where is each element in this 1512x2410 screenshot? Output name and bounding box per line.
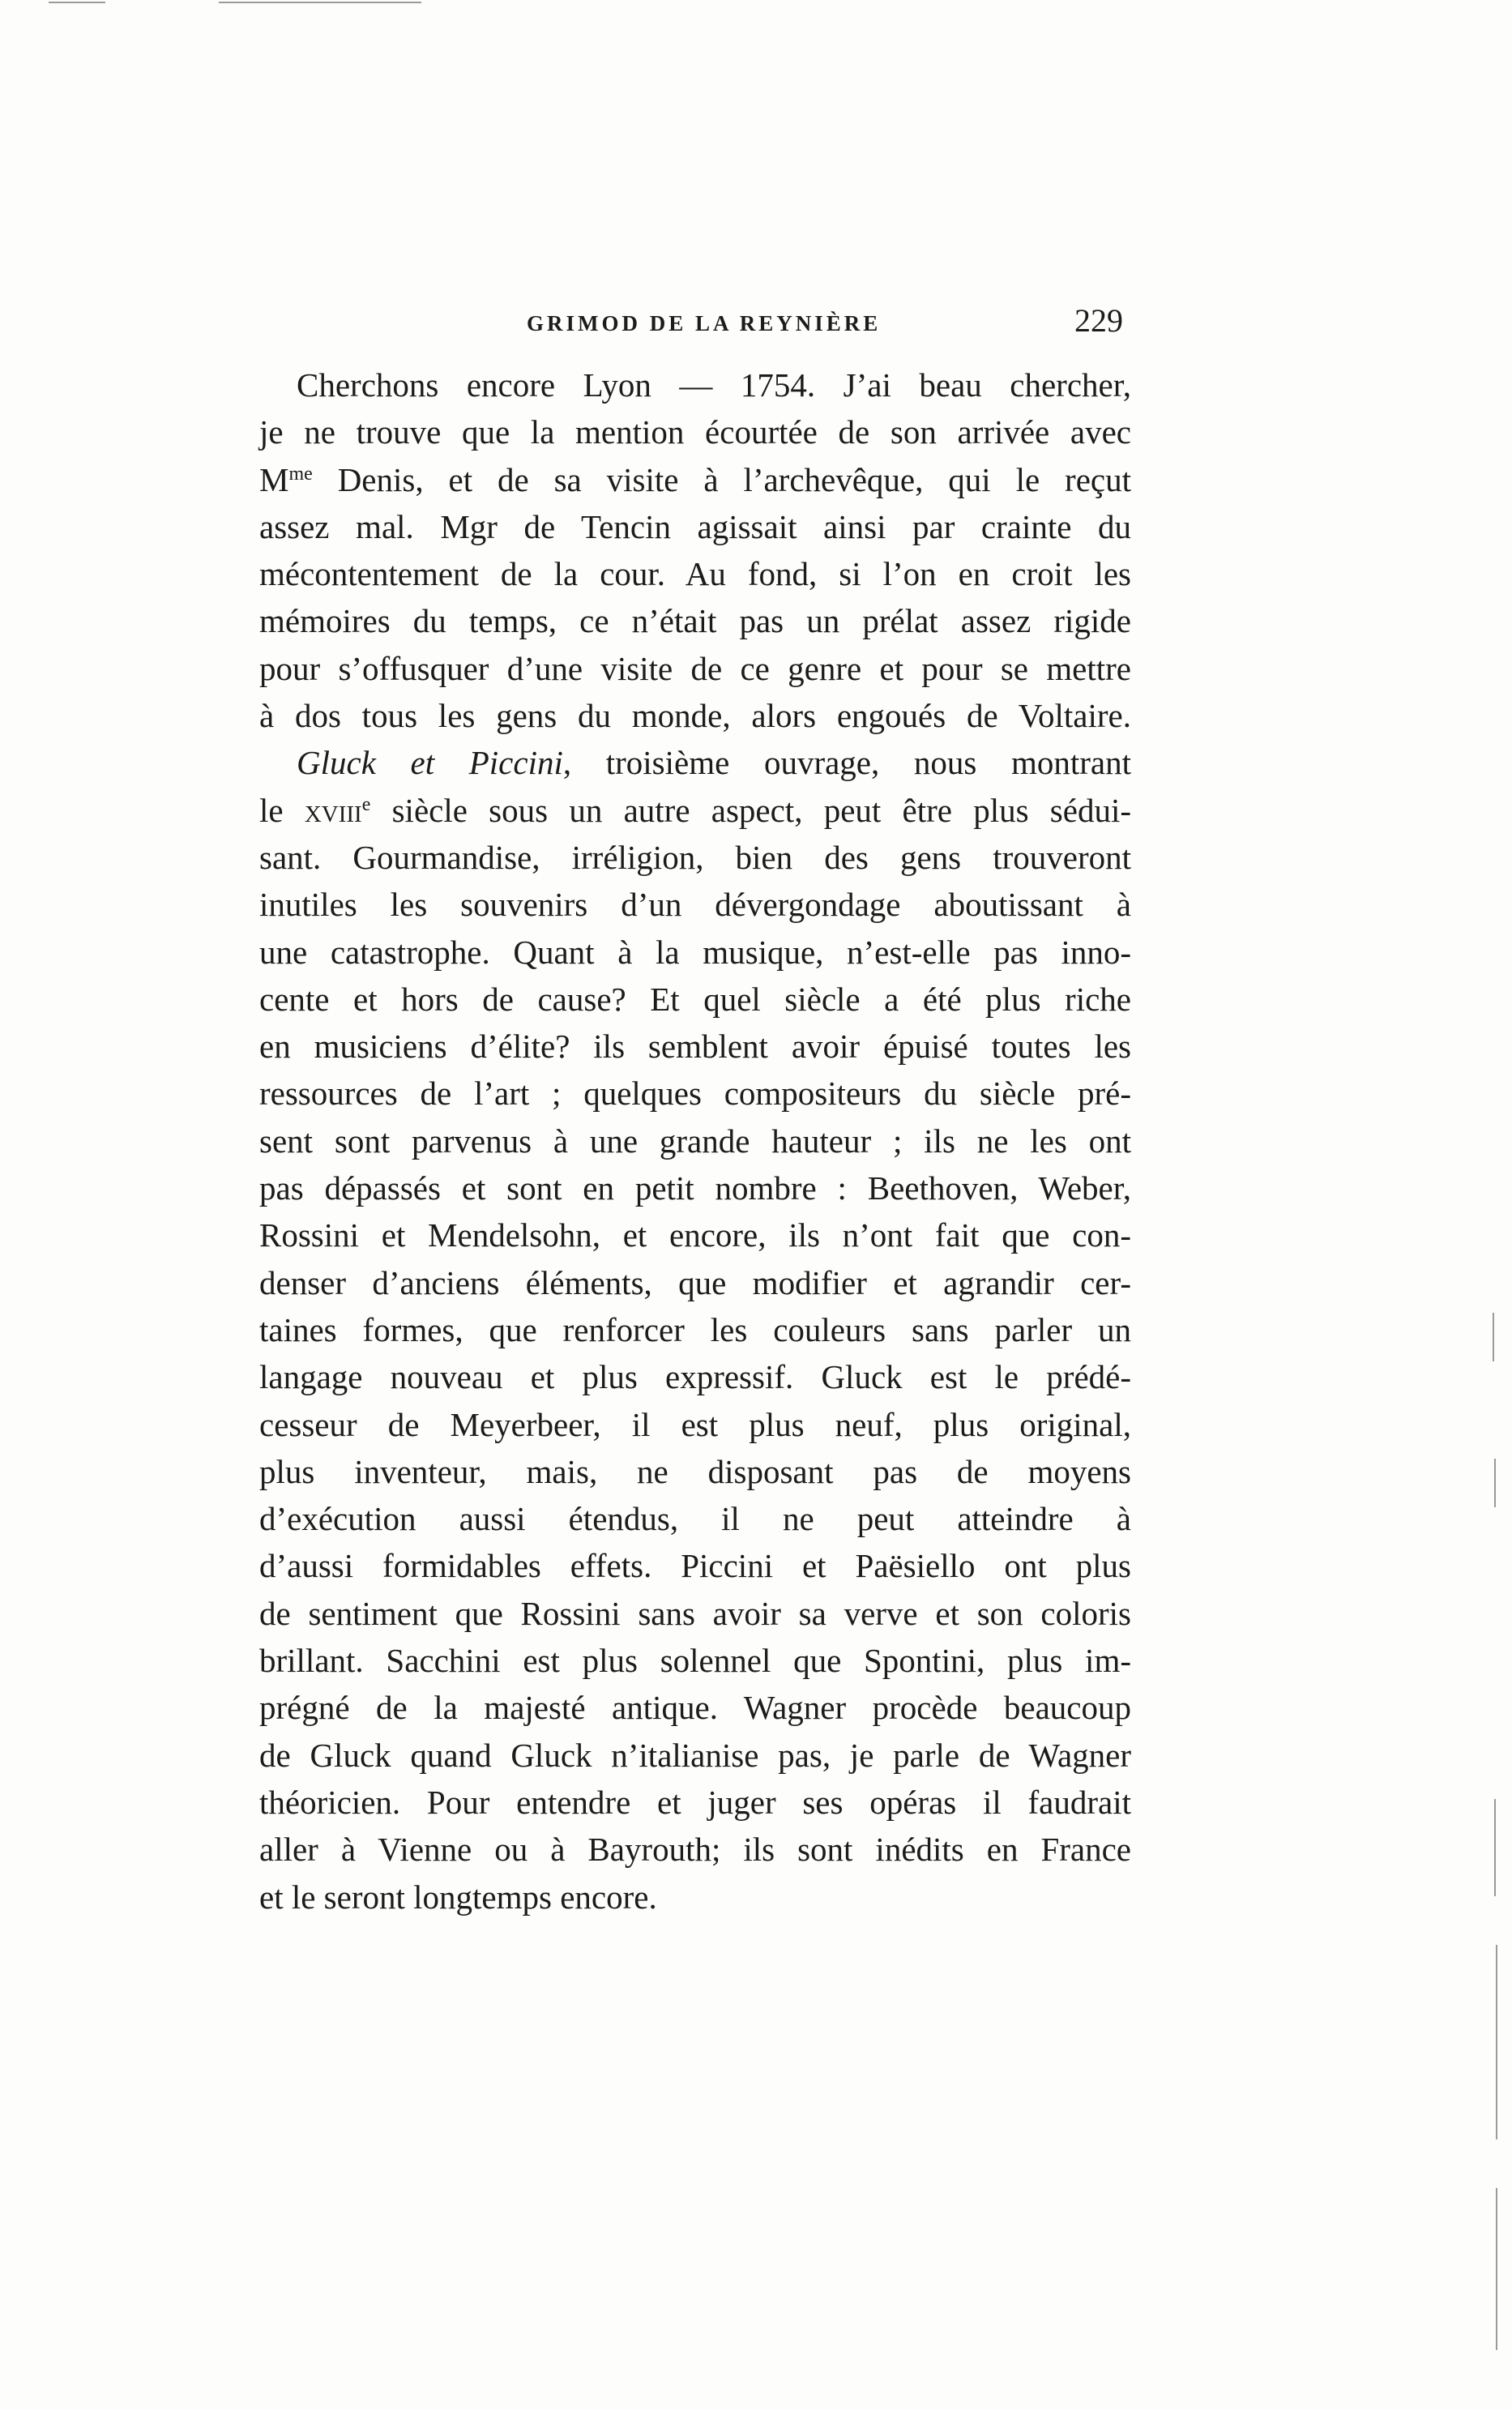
italic-title: Gluck et Piccini <box>297 744 563 782</box>
text-line <box>259 787 1131 834</box>
body-text <box>259 361 1131 1921</box>
scan-edge-mark <box>49 2 105 3</box>
text-segment: prégné de la majesté antique. Wagner procède beaucoup <box>259 1689 1131 1727</box>
text-line <box>259 929 1131 976</box>
text-segment: théoricien. Pour entendre et juger ses opéras il faudrait <box>259 1783 1131 1821</box>
text-line <box>259 1164 1131 1211</box>
text-segment: brillant. Sacchini est plus solennel que Spontini, plus im- <box>259 1642 1131 1680</box>
text-line <box>259 503 1131 550</box>
scan-edge-mark <box>1493 1313 1494 1361</box>
text-segment: assez mal. Mgr de Tencin agissait ainsi par crainte du <box>259 507 1131 545</box>
text-segment: le <box>259 791 305 829</box>
text-line <box>259 1590 1131 1637</box>
text-line <box>259 550 1131 597</box>
text-segment: , troisième ouvrage, nous montrant <box>562 744 1131 782</box>
text-line <box>259 1495 1131 1542</box>
text-segment: cente et hors de cause? Et quel siècle a été plus riche <box>259 980 1131 1018</box>
text-segment: denser d’anciens éléments, que modifier et agrandir cer- <box>259 1263 1131 1301</box>
text-line <box>259 1448 1131 1495</box>
text-line <box>259 1401 1131 1448</box>
running-header-title: GRIMOD DE LA REYNIÈRE <box>527 311 882 335</box>
text-line <box>259 1259 1131 1306</box>
text-segment: de sentiment que Rossini sans avoir sa verve et son coloris <box>259 1594 1131 1632</box>
text-line <box>259 1637 1131 1684</box>
text-line <box>259 361 1131 408</box>
text-segment: plus inventeur, mais, ne disposant pas de moyens <box>259 1452 1131 1490</box>
text-segment: Denis, et de sa visite à l’archevêque, qui le reçut <box>312 460 1131 498</box>
superscript: e <box>361 793 371 815</box>
text-segment: inutiles les souvenirs d’un dévergondage aboutissant à <box>259 886 1131 924</box>
text-segment: taines formes, que renforcer les couleurs sans parler un <box>259 1310 1131 1348</box>
text-line <box>259 1117 1131 1164</box>
scan-edge-mark <box>1496 2188 1497 2350</box>
text-segment: xviii <box>304 791 362 829</box>
text-segment: sent sont parvenus à une grande hauteur ; ils ne les ont <box>259 1122 1131 1160</box>
text-line <box>259 739 1131 786</box>
text-line <box>259 1542 1131 1589</box>
page-number: 229 <box>1074 302 1123 339</box>
text-segment: ressources de l’art ; quelques compositeurs du siècle pré- <box>259 1075 1131 1113</box>
text-segment: d’exécution aussi étendus, il ne peut atteindre à <box>259 1500 1131 1538</box>
text-segment: siècle sous un autre aspect, peut être plus sédui- <box>370 791 1131 829</box>
text-line <box>259 1874 1131 1921</box>
text-line <box>259 456 1131 503</box>
text-line <box>259 1023 1131 1070</box>
text-line <box>259 1306 1131 1353</box>
text-segment: en musiciens d’élite? ils semblent avoir épuisé toutes les <box>259 1028 1131 1066</box>
text-segment: langage nouveau et plus expressif. Gluck est le prédé- <box>259 1358 1131 1396</box>
text-segment: et le seront longtemps encore. <box>259 1878 657 1916</box>
scan-edge-mark <box>1496 1945 1497 2139</box>
text-segment: M <box>259 460 289 498</box>
text-segment: Cherchons encore Lyon — 1754. J’ai beau chercher, <box>297 366 1131 404</box>
text-line <box>259 834 1131 881</box>
superscript: me <box>288 463 313 485</box>
text-line <box>259 1732 1131 1779</box>
text-line <box>259 408 1131 455</box>
text-segment: cesseur de Meyerbeer, il est plus neuf, plus original, <box>259 1405 1131 1443</box>
text-line <box>259 881 1131 928</box>
text-segment: Rossini et Mendelsohn, et encore, ils n’ont fait que con- <box>259 1216 1131 1254</box>
text-segment: sant. Gourmandise, irréligion, bien des gens trouveront <box>259 838 1131 876</box>
scan-edge-mark <box>219 2 421 3</box>
scan-edge-mark <box>1494 1799 1496 1896</box>
text-line <box>259 597 1131 644</box>
text-line <box>259 1353 1131 1400</box>
text-segment: pour s’offusquer d’une visite de ce genre et pour se mettre <box>259 649 1131 687</box>
text-segment: pas dépassés et sont en petit nombre : Beethoven, Weber, <box>259 1169 1131 1207</box>
text-segment: mécontentement de la cour. Au fond, si l’on en croit les <box>259 555 1131 593</box>
text-segment: de Gluck quand Gluck n’italianise pas, je parle de Wagner <box>259 1736 1131 1774</box>
text-segment: aller à Vienne ou à Bayrouth; ils sont inédits en France <box>259 1831 1131 1869</box>
text-segment: une catastrophe. Quant à la musique, n’est-elle pas inno- <box>259 933 1131 971</box>
text-line <box>259 976 1131 1023</box>
text-line <box>259 1684 1131 1731</box>
scan-edge-mark <box>1494 1459 1496 1507</box>
text-segment: d’aussi formidables effets. Piccini et Paësiello ont plus <box>259 1547 1131 1585</box>
text-line <box>259 1826 1131 1873</box>
text-line <box>259 1070 1131 1117</box>
text-line <box>259 1211 1131 1258</box>
text-line <box>259 1779 1131 1826</box>
text-segment: mémoires du temps, ce n’était pas un prélat assez rigide <box>259 602 1131 640</box>
text-line <box>259 692 1131 739</box>
text-segment: à dos tous les gens du monde, alors engoués de Voltaire. <box>259 697 1131 735</box>
text-segment: je ne trouve que la mention écourtée de son arrivée avec <box>259 413 1131 451</box>
text-line <box>259 645 1131 692</box>
